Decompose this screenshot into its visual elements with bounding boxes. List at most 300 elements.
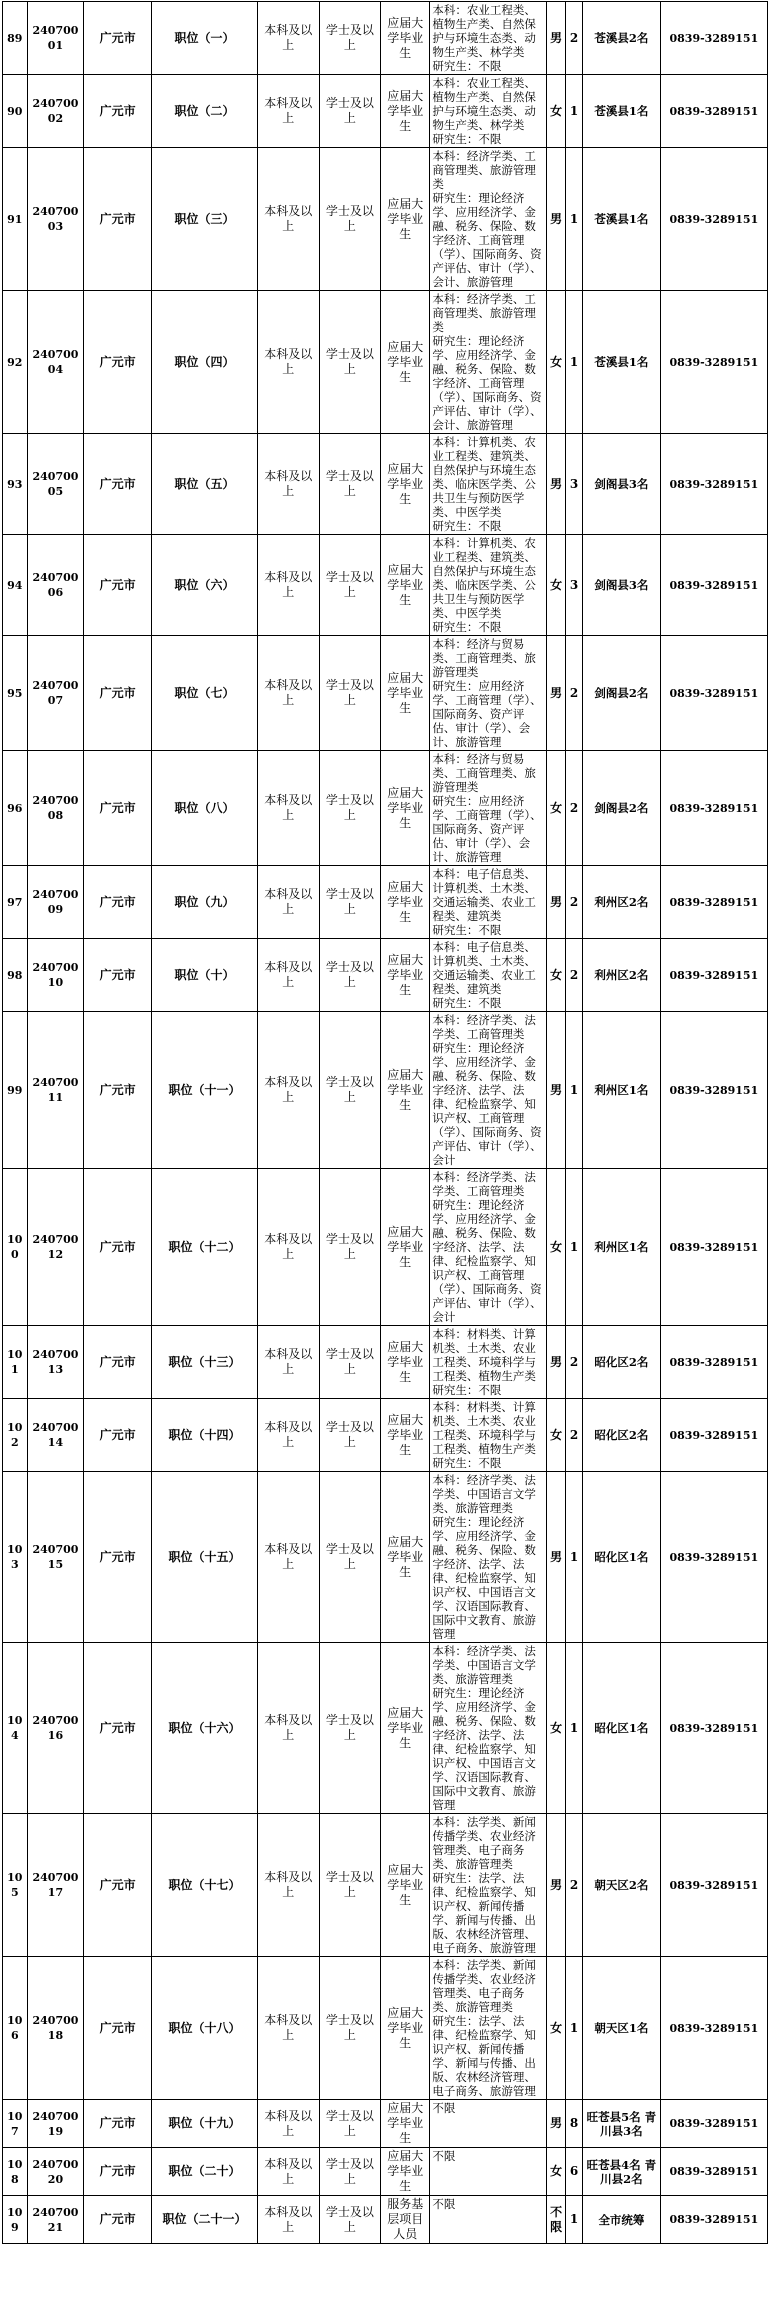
post-name-cell: 职位（七）: [152, 636, 258, 751]
major-line: 研究生：法学、法律、纪检监察学、知识产权、新闻传播学、新闻与传播、出版、农林经济管理、电子商务、旅游管理: [432, 1871, 536, 1955]
education-cell: 本科及以上: [257, 1326, 319, 1399]
position-code-cell: 24070002: [27, 75, 84, 148]
phone-cell: 0839-3289151: [660, 2148, 767, 2196]
post-name-cell: 职位（二十）: [152, 2148, 258, 2196]
degree-cell: 学士及以上: [319, 291, 381, 434]
table-row: [3, 866, 768, 939]
major-line: 研究生：理论经济学、应用经济学、金融、税务、保险、数字经济、法学、法律、纪检监察学、知识产权、工商管理（学）、国际商务、资产评估、审计（学）、会计: [432, 1041, 542, 1167]
major-line: 研究生：不限: [432, 923, 502, 937]
phone-cell: 0839-3289151: [660, 939, 767, 1012]
post-name-cell: 职位（十）: [152, 939, 258, 1012]
city-cell: 广元市: [84, 148, 152, 291]
seq-cell: 100: [3, 1169, 28, 1326]
seq-cell: 107: [3, 2100, 28, 2148]
seq-cell: 106: [3, 1957, 28, 2100]
quota-cell: 1: [565, 2196, 582, 2244]
major-line: 研究生：应用经济学、工商管理（学）、国际商务、资产评估、审计（学）、会计、旅游管理: [432, 794, 542, 864]
table-row: [3, 1957, 768, 2100]
city-cell: 广元市: [84, 1957, 152, 2100]
major-cell: [430, 1169, 547, 1326]
city-cell: 广元市: [84, 636, 152, 751]
major-line: 本科：电子信息类、计算机类、土木类、交通运输类、农业工程类、建筑类: [432, 867, 536, 923]
major-line: 研究生：不限: [432, 1456, 502, 1470]
location-cell: 朝天区1名: [583, 1957, 661, 2100]
city-cell: 广元市: [84, 291, 152, 434]
major-cell: [430, 291, 547, 434]
phone-cell: 0839-3289151: [660, 1012, 767, 1169]
identity-cell: 应届大学毕业生: [381, 148, 430, 291]
seq-cell: 96: [3, 751, 28, 866]
degree-cell: 学士及以上: [319, 1169, 381, 1326]
quota-cell: 6: [565, 2148, 582, 2196]
degree-cell: 学士及以上: [319, 2, 381, 75]
post-name-cell: 职位（二）: [152, 75, 258, 148]
degree-cell: 学士及以上: [319, 535, 381, 636]
education-cell: 本科及以上: [257, 2100, 319, 2148]
seq-cell: 105: [3, 1814, 28, 1957]
recruitment-table: [2, 1, 768, 2244]
location-cell: 剑阁县2名: [583, 751, 661, 866]
post-name-cell: 职位（十一）: [152, 1012, 258, 1169]
education-cell: 本科及以上: [257, 1814, 319, 1957]
gender-cell: 女: [547, 939, 565, 1012]
major-line: 研究生：不限: [432, 59, 502, 73]
degree-cell: 学士及以上: [319, 751, 381, 866]
table-row: [3, 1399, 768, 1472]
position-code-cell: 24070011: [27, 1012, 84, 1169]
post-name-cell: 职位（八）: [152, 751, 258, 866]
table-row: [3, 2, 768, 75]
quota-cell: 2: [565, 866, 582, 939]
education-cell: 本科及以上: [257, 939, 319, 1012]
phone-cell: 0839-3289151: [660, 2100, 767, 2148]
quota-cell: 1: [565, 1957, 582, 2100]
city-cell: 广元市: [84, 939, 152, 1012]
post-name-cell: 职位（四）: [152, 291, 258, 434]
city-cell: 广元市: [84, 2196, 152, 2244]
phone-cell: 0839-3289151: [660, 751, 767, 866]
phone-cell: 0839-3289151: [660, 2196, 767, 2244]
major-line: 研究生：不限: [432, 620, 502, 634]
position-code-cell: 24070017: [27, 1814, 84, 1957]
gender-cell: 女: [547, 1957, 565, 2100]
identity-cell: 应届大学毕业生: [381, 1169, 430, 1326]
education-cell: 本科及以上: [257, 1643, 319, 1814]
quota-cell: 8: [565, 2100, 582, 2148]
major-line: 本科：经济与贸易类、工商管理类、旅游管理类: [432, 752, 536, 794]
gender-cell: 男: [547, 1012, 565, 1169]
identity-cell: 应届大学毕业生: [381, 2148, 430, 2196]
education-cell: 本科及以上: [257, 2, 319, 75]
location-cell: 昭化区1名: [583, 1472, 661, 1643]
major-line: 研究生：不限: [432, 996, 502, 1010]
identity-cell: 应届大学毕业生: [381, 2100, 430, 2148]
major-cell: [430, 1326, 547, 1399]
table-row: [3, 148, 768, 291]
gender-cell: 女: [547, 291, 565, 434]
table-row: [3, 1326, 768, 1399]
identity-cell: 应届大学毕业生: [381, 75, 430, 148]
seq-cell: 98: [3, 939, 28, 1012]
location-cell: 利州区1名: [583, 1012, 661, 1169]
quota-cell: 2: [565, 1326, 582, 1399]
position-code-cell: 24070020: [27, 2148, 84, 2196]
city-cell: 广元市: [84, 751, 152, 866]
seq-cell: 102: [3, 1399, 28, 1472]
education-cell: 本科及以上: [257, 1957, 319, 2100]
location-cell: 旺苍县5名 青川县3名: [583, 2100, 661, 2148]
major-cell: [430, 2100, 547, 2148]
identity-cell: 应届大学毕业生: [381, 1326, 430, 1399]
position-code-cell: 24070019: [27, 2100, 84, 2148]
city-cell: 广元市: [84, 1399, 152, 1472]
position-code-cell: 24070003: [27, 148, 84, 291]
quota-cell: 2: [565, 939, 582, 1012]
major-line: 本科：法学类、新闻传播学类、农业经济管理类、电子商务类、旅游管理类: [432, 1958, 536, 2014]
table-row: [3, 2100, 768, 2148]
location-cell: 剑阁县3名: [583, 535, 661, 636]
location-cell: 利州区2名: [583, 939, 661, 1012]
gender-cell: 男: [547, 2100, 565, 2148]
table-row: [3, 939, 768, 1012]
major-line: 研究生：理论经济学、应用经济学、金融、税务、保险、数字经济、工商管理（学）、国际商务、资产评估、审计（学）、会计、旅游管理: [432, 334, 542, 432]
education-cell: 本科及以上: [257, 636, 319, 751]
position-code-cell: 24070004: [27, 291, 84, 434]
seq-cell: 93: [3, 434, 28, 535]
education-cell: 本科及以上: [257, 1169, 319, 1326]
major-line: 本科：经济学类、法学类、中国语言文学类、旅游管理类: [432, 1644, 536, 1686]
table-row: [3, 75, 768, 148]
phone-cell: 0839-3289151: [660, 1399, 767, 1472]
gender-cell: 男: [547, 1814, 565, 1957]
phone-cell: 0839-3289151: [660, 866, 767, 939]
position-code-cell: 24070021: [27, 2196, 84, 2244]
identity-cell: 应届大学毕业生: [381, 636, 430, 751]
degree-cell: 学士及以上: [319, 148, 381, 291]
seq-cell: 99: [3, 1012, 28, 1169]
gender-cell: 女: [547, 1643, 565, 1814]
major-cell: [430, 1012, 547, 1169]
seq-cell: 97: [3, 866, 28, 939]
education-cell: 本科及以上: [257, 866, 319, 939]
major-cell: [430, 148, 547, 291]
location-cell: 朝天区2名: [583, 1814, 661, 1957]
post-name-cell: 职位（十八）: [152, 1957, 258, 2100]
education-cell: 本科及以上: [257, 751, 319, 866]
location-cell: 全市统筹: [583, 2196, 661, 2244]
gender-cell: 男: [547, 1472, 565, 1643]
phone-cell: 0839-3289151: [660, 291, 767, 434]
major-line: 本科：经济与贸易类、工商管理类、旅游管理类: [432, 637, 536, 679]
degree-cell: 学士及以上: [319, 2100, 381, 2148]
table-row: [3, 751, 768, 866]
quota-cell: 1: [565, 1169, 582, 1326]
identity-cell: 应届大学毕业生: [381, 1472, 430, 1643]
table-row: [3, 2148, 768, 2196]
table-row: [3, 2196, 768, 2244]
location-cell: 昭化区2名: [583, 1326, 661, 1399]
identity-cell: 应届大学毕业生: [381, 535, 430, 636]
gender-cell: 女: [547, 2148, 565, 2196]
major-cell: [430, 1643, 547, 1814]
gender-cell: 男: [547, 434, 565, 535]
table-row: [3, 1012, 768, 1169]
gender-cell: 女: [547, 75, 565, 148]
location-cell: 昭化区2名: [583, 1399, 661, 1472]
city-cell: 广元市: [84, 2148, 152, 2196]
major-line: 本科：经济学类、工商管理类、旅游管理类: [432, 292, 536, 334]
major-line: 本科：电子信息类、计算机类、土木类、交通运输类、农业工程类、建筑类: [432, 940, 536, 996]
identity-cell: 应届大学毕业生: [381, 866, 430, 939]
major-line: 研究生：理论经济学、应用经济学、金融、税务、保险、数字经济、法学、法律、纪检监察学、知识产权、中国语言文学、汉语国际教育、国际中文教育、旅游管理: [432, 1515, 536, 1641]
quota-cell: 1: [565, 1012, 582, 1169]
post-name-cell: 职位（十七）: [152, 1814, 258, 1957]
major-line: 本科：材料类、计算机类、土木类、农业工程类、环境科学与工程类、植物生产类: [432, 1400, 536, 1456]
major-line: 研究生：不限: [432, 519, 502, 533]
position-code-cell: 24070007: [27, 636, 84, 751]
phone-cell: 0839-3289151: [660, 148, 767, 291]
degree-cell: 学士及以上: [319, 1012, 381, 1169]
position-code-cell: 24070016: [27, 1643, 84, 1814]
degree-cell: 学士及以上: [319, 1472, 381, 1643]
phone-cell: 0839-3289151: [660, 1326, 767, 1399]
seq-cell: 101: [3, 1326, 28, 1399]
location-cell: 利州区2名: [583, 866, 661, 939]
position-code-cell: 24070001: [27, 2, 84, 75]
gender-cell: 男: [547, 148, 565, 291]
gender-cell: 女: [547, 535, 565, 636]
phone-cell: 0839-3289151: [660, 1814, 767, 1957]
major-cell: [430, 535, 547, 636]
quota-cell: 3: [565, 535, 582, 636]
education-cell: 本科及以上: [257, 75, 319, 148]
location-cell: 利州区1名: [583, 1169, 661, 1326]
major-cell: [430, 2, 547, 75]
major-line: 研究生：理论经济学、应用经济学、金融、税务、保险、数字经济、法学、法律、纪检监察学、知识产权、中国语言文学、汉语国际教育、国际中文教育、旅游管理: [432, 1686, 536, 1812]
seq-cell: 90: [3, 75, 28, 148]
major-line: 不限: [432, 2101, 456, 2115]
quota-cell: 1: [565, 291, 582, 434]
gender-cell: 不限: [547, 2196, 565, 2244]
education-cell: 本科及以上: [257, 1399, 319, 1472]
major-line: 不限: [432, 2197, 456, 2211]
major-cell: [430, 939, 547, 1012]
major-line: 研究生：应用经济学、工商管理（学）、国际商务、资产评估、审计（学）、会计、旅游管理: [432, 679, 542, 749]
position-code-cell: 24070015: [27, 1472, 84, 1643]
major-line: 研究生：不限: [432, 1383, 502, 1397]
position-code-cell: 24070006: [27, 535, 84, 636]
major-cell: [430, 1399, 547, 1472]
quota-cell: 2: [565, 1814, 582, 1957]
gender-cell: 男: [547, 1326, 565, 1399]
location-cell: 剑阁县2名: [583, 636, 661, 751]
position-code-cell: 24070010: [27, 939, 84, 1012]
city-cell: 广元市: [84, 1814, 152, 1957]
identity-cell: 应届大学毕业生: [381, 2, 430, 75]
gender-cell: 男: [547, 636, 565, 751]
identity-cell: 服务基层项目人员: [381, 2196, 430, 2244]
seq-cell: 103: [3, 1472, 28, 1643]
degree-cell: 学士及以上: [319, 1957, 381, 2100]
education-cell: 本科及以上: [257, 148, 319, 291]
education-cell: 本科及以上: [257, 291, 319, 434]
identity-cell: 应届大学毕业生: [381, 1814, 430, 1957]
city-cell: 广元市: [84, 1169, 152, 1326]
position-code-cell: 24070005: [27, 434, 84, 535]
phone-cell: 0839-3289151: [660, 2, 767, 75]
major-cell: [430, 1814, 547, 1957]
education-cell: 本科及以上: [257, 1012, 319, 1169]
major-cell: [430, 2148, 547, 2196]
major-cell: [430, 1957, 547, 2100]
post-name-cell: 职位（十四）: [152, 1399, 258, 1472]
location-cell: 苍溪县1名: [583, 148, 661, 291]
position-code-cell: 24070014: [27, 1399, 84, 1472]
degree-cell: 学士及以上: [319, 1643, 381, 1814]
city-cell: 广元市: [84, 1326, 152, 1399]
major-line: 不限: [432, 2149, 456, 2163]
degree-cell: 学士及以上: [319, 636, 381, 751]
major-line: 本科：经济学类、法学类、工商管理类: [432, 1013, 536, 1041]
major-line: 本科：经济学类、工商管理类、旅游管理类: [432, 149, 536, 191]
position-code-cell: 24070013: [27, 1326, 84, 1399]
post-name-cell: 职位（九）: [152, 866, 258, 939]
quota-cell: 1: [565, 1643, 582, 1814]
identity-cell: 应届大学毕业生: [381, 1399, 430, 1472]
degree-cell: 学士及以上: [319, 434, 381, 535]
post-name-cell: 职位（一）: [152, 2, 258, 75]
phone-cell: 0839-3289151: [660, 75, 767, 148]
table-row: [3, 291, 768, 434]
major-cell: [430, 636, 547, 751]
major-line: 本科：经济学类、法学类、工商管理类: [432, 1170, 536, 1198]
degree-cell: 学士及以上: [319, 866, 381, 939]
identity-cell: 应届大学毕业生: [381, 1643, 430, 1814]
seq-cell: 109: [3, 2196, 28, 2244]
table-row: [3, 636, 768, 751]
city-cell: 广元市: [84, 2, 152, 75]
degree-cell: 学士及以上: [319, 1814, 381, 1957]
education-cell: 本科及以上: [257, 434, 319, 535]
position-code-cell: 24070012: [27, 1169, 84, 1326]
location-cell: 旺苍县4名 青川县2名: [583, 2148, 661, 2196]
table-row: [3, 1169, 768, 1326]
quota-cell: 2: [565, 751, 582, 866]
phone-cell: 0839-3289151: [660, 1169, 767, 1326]
seq-cell: 95: [3, 636, 28, 751]
post-name-cell: 职位（二十一）: [152, 2196, 258, 2244]
seq-cell: 94: [3, 535, 28, 636]
quota-cell: 2: [565, 636, 582, 751]
degree-cell: 学士及以上: [319, 75, 381, 148]
degree-cell: 学士及以上: [319, 939, 381, 1012]
major-line: 研究生：不限: [432, 132, 502, 146]
table-row: [3, 535, 768, 636]
major-line: 本科：经济学类、法学类、中国语言文学类、旅游管理类: [432, 1473, 536, 1515]
post-name-cell: 职位（三）: [152, 148, 258, 291]
phone-cell: 0839-3289151: [660, 1643, 767, 1814]
location-cell: 苍溪县1名: [583, 75, 661, 148]
identity-cell: 应届大学毕业生: [381, 291, 430, 434]
phone-cell: 0839-3289151: [660, 1957, 767, 2100]
city-cell: 广元市: [84, 1643, 152, 1814]
major-cell: [430, 434, 547, 535]
phone-cell: 0839-3289151: [660, 1472, 767, 1643]
quota-cell: 1: [565, 1472, 582, 1643]
major-cell: [430, 2196, 547, 2244]
post-name-cell: 职位（十三）: [152, 1326, 258, 1399]
major-line: 本科：农业工程类、植物生产类、自然保护与环境生态类、动物生产类、林学类: [432, 3, 536, 59]
identity-cell: 应届大学毕业生: [381, 434, 430, 535]
degree-cell: 学士及以上: [319, 1326, 381, 1399]
phone-cell: 0839-3289151: [660, 434, 767, 535]
identity-cell: 应届大学毕业生: [381, 939, 430, 1012]
major-line: 研究生：理论经济学、应用经济学、金融、税务、保险、数字经济、法学、法律、纪检监察学、知识产权、工商管理（学）、国际商务、资产评估、审计（学）、会计: [432, 1198, 542, 1324]
quota-cell: 2: [565, 1399, 582, 1472]
seq-cell: 92: [3, 291, 28, 434]
post-name-cell: 职位（十二）: [152, 1169, 258, 1326]
position-code-cell: 24070008: [27, 751, 84, 866]
degree-cell: 学士及以上: [319, 2148, 381, 2196]
gender-cell: 男: [547, 2, 565, 75]
city-cell: 广元市: [84, 2100, 152, 2148]
phone-cell: 0839-3289151: [660, 636, 767, 751]
city-cell: 广元市: [84, 1472, 152, 1643]
table-row: [3, 1472, 768, 1643]
education-cell: 本科及以上: [257, 1472, 319, 1643]
education-cell: 本科及以上: [257, 535, 319, 636]
city-cell: 广元市: [84, 1012, 152, 1169]
seq-cell: 89: [3, 2, 28, 75]
degree-cell: 学士及以上: [319, 2196, 381, 2244]
identity-cell: 应届大学毕业生: [381, 751, 430, 866]
post-name-cell: 职位（五）: [152, 434, 258, 535]
location-cell: 苍溪县2名: [583, 2, 661, 75]
city-cell: 广元市: [84, 866, 152, 939]
major-line: 本科：计算机类、农业工程类、建筑类、自然保护与环境生态类、临床医学类、公共卫生与预防医学类、中医学类: [432, 435, 536, 519]
seq-cell: 91: [3, 148, 28, 291]
identity-cell: 应届大学毕业生: [381, 1957, 430, 2100]
major-cell: [430, 75, 547, 148]
quota-cell: 1: [565, 148, 582, 291]
location-cell: 昭化区1名: [583, 1643, 661, 1814]
location-cell: 剑阁县3名: [583, 434, 661, 535]
major-line: 研究生：理论经济学、应用经济学、金融、税务、保险、数字经济、工商管理（学）、国际商务、资产评估、审计（学）、会计、旅游管理: [432, 191, 542, 289]
post-name-cell: 职位（十九）: [152, 2100, 258, 2148]
major-cell: [430, 1472, 547, 1643]
major-cell: [430, 751, 547, 866]
position-code-cell: 24070018: [27, 1957, 84, 2100]
seq-cell: 108: [3, 2148, 28, 2196]
city-cell: 广元市: [84, 75, 152, 148]
post-name-cell: 职位（十五）: [152, 1472, 258, 1643]
major-line: 研究生：法学、法律、纪检监察学、知识产权、新闻传播学、新闻与传播、出版、农林经济管理、电子商务、旅游管理: [432, 2014, 536, 2098]
table-row: [3, 1643, 768, 1814]
post-name-cell: 职位（六）: [152, 535, 258, 636]
quota-cell: 2: [565, 2, 582, 75]
major-line: 本科：材料类、计算机类、土木类、农业工程类、环境科学与工程类、植物生产类: [432, 1327, 536, 1383]
gender-cell: 男: [547, 866, 565, 939]
table-row: [3, 1814, 768, 1957]
quota-cell: 1: [565, 75, 582, 148]
location-cell: 苍溪县1名: [583, 291, 661, 434]
post-name-cell: 职位（十六）: [152, 1643, 258, 1814]
gender-cell: 女: [547, 1399, 565, 1472]
major-line: 本科：农业工程类、植物生产类、自然保护与环境生态类、动物生产类、林学类: [432, 76, 536, 132]
major-cell: [430, 866, 547, 939]
degree-cell: 学士及以上: [319, 1399, 381, 1472]
city-cell: 广元市: [84, 434, 152, 535]
